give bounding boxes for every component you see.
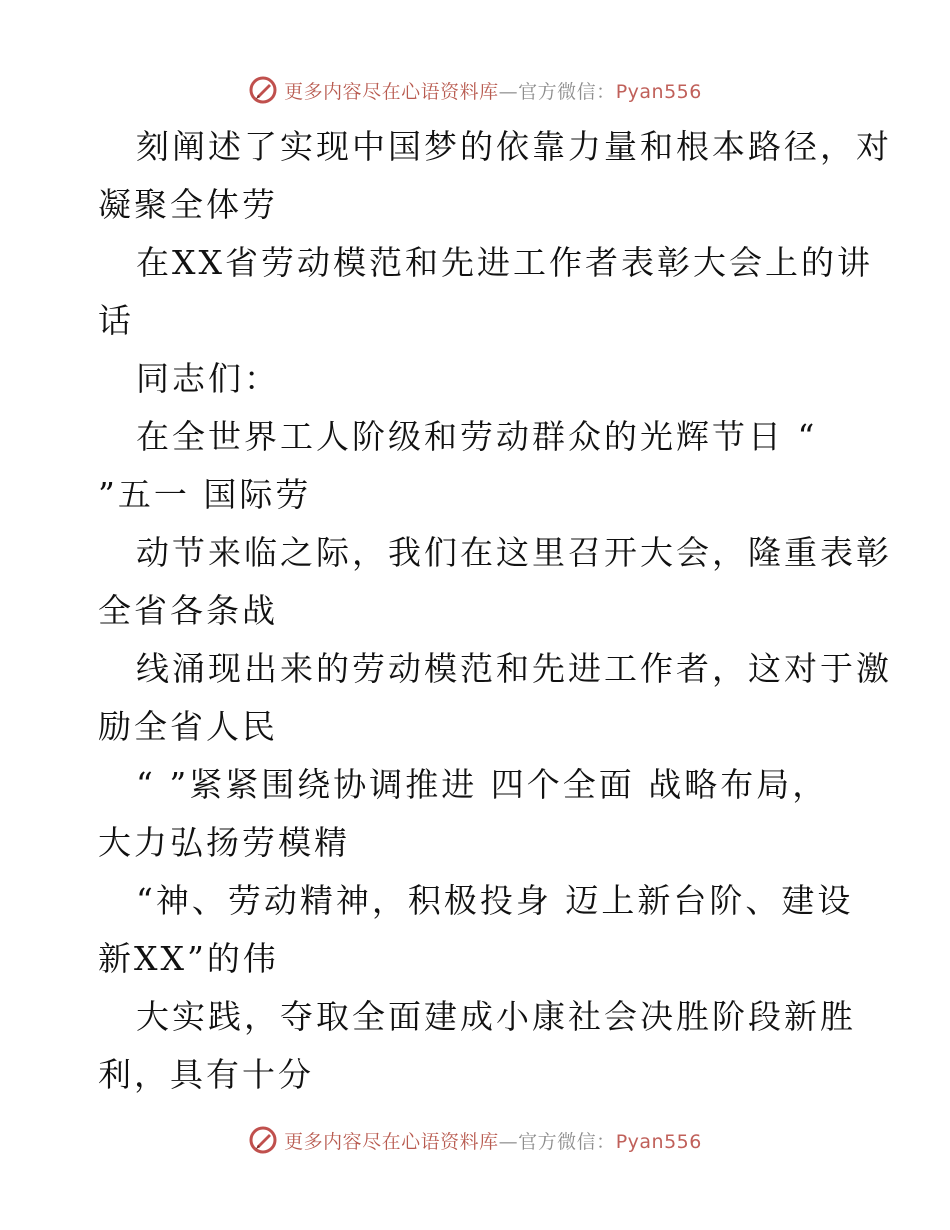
doc-line: “ ”紧紧围绕协调推进 四个全面 战略布局， [136, 765, 829, 804]
doc-line: 动节来临之际，我们在这里召开大会，隆重表彰 [136, 533, 892, 572]
header-wechat-label: 官方微信： [518, 80, 616, 103]
doc-line: 全省各条战 [98, 591, 278, 630]
doc-line: 利，具有十分 [98, 1055, 314, 1094]
document-body [98, 118, 892, 1104]
footer-site-text: 更多内容尽在心语资料库 [284, 1130, 499, 1153]
doc-line: 大实践，夺取全面建成小康社会决胜阶段新胜 [136, 997, 856, 1036]
doc-line: 凝聚全体劳 [98, 185, 278, 224]
header-wechat-id: Pyan556 [615, 80, 702, 103]
doc-line: 线涌现出来的劳动模范和先进工作者，这对于激 [136, 649, 892, 688]
doc-line: 大力弘扬劳模精 [98, 823, 350, 862]
doc-line: 话 [98, 301, 134, 340]
footer-banner [0, 1120, 950, 1160]
footer-separator: — [498, 1130, 519, 1153]
doc-line: 同志们： [136, 359, 280, 398]
header-banner-text [284, 77, 702, 104]
header-banner [0, 70, 950, 110]
doc-line: ”五一 国际劳 [98, 475, 312, 514]
doc-line: 在全世界工人阶级和劳动群众的光辉节日 “ [136, 417, 818, 456]
doc-line: 刻阐述了实现中国梦的依靠力量和根本路径，对 [136, 127, 892, 166]
footer-wechat-label: 官方微信： [518, 1130, 616, 1153]
quill-pen-logo-icon [248, 1125, 278, 1155]
footer-banner-text [284, 1127, 702, 1154]
doc-line: “神、劳动精神，积极投身 迈上新台阶、建设 [136, 881, 854, 920]
header-site-text: 更多内容尽在心语资料库 [284, 80, 499, 103]
doc-line: 新XX”的伟 [98, 939, 279, 978]
footer-wechat-id: Pyan556 [615, 1130, 702, 1153]
doc-line: 励全省人民 [98, 707, 278, 746]
doc-line: 在XX省劳动模范和先进工作者表彰大会上的讲 [136, 243, 873, 282]
header-separator: — [498, 80, 519, 103]
quill-pen-logo-icon [248, 75, 278, 105]
